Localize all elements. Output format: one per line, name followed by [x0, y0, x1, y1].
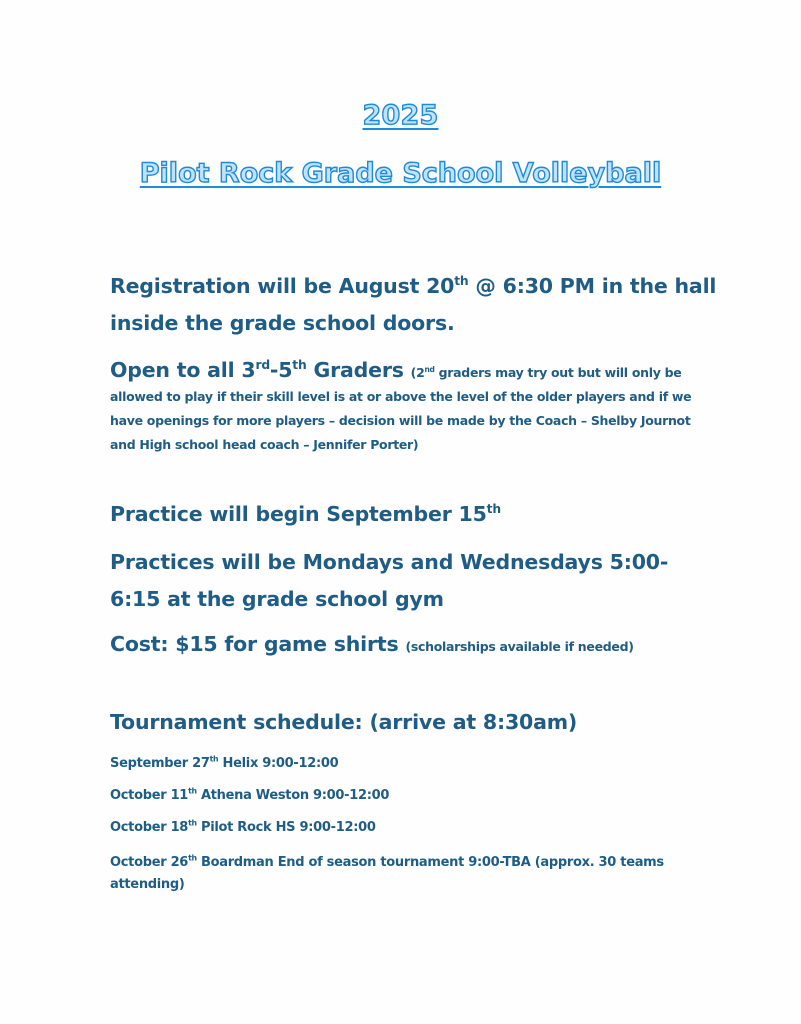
registration-line-2: inside the grade school doors. [110, 311, 455, 335]
eligibility-line-1: Open to all 3rd-5th Graders (2nd graders may try out but will only be [110, 358, 682, 382]
practice-schedule: Practices will be Mondays and Wednesdays 5:00- 6:15 at the grade school gym [110, 550, 669, 611]
tournament-heading: Tournament schedule: (arrive at 8:30am) [110, 710, 578, 734]
eligibility-note: (2nd graders may try out but will only be [410, 364, 682, 380]
registration-info [110, 268, 730, 342]
registration-line-1: Registration will be August 20th @ 6:30 PM in the hall [110, 274, 717, 298]
tournament-item: October 11th Athena Weston 9:00-12:00 [110, 786, 390, 803]
cost-note: (scholarships available if needed) [405, 639, 634, 654]
eligibility-info [110, 352, 730, 457]
tournament-item: October 26th Boardman End of season tournament 9:00-TBA (approx. 30 teams attending) [110, 853, 664, 892]
tournament-item: October 18th Pilot Rock HS 9:00-12:00 [110, 818, 376, 835]
tournament-item: September 27th Helix 9:00-12:00 [110, 754, 339, 771]
flyer-title: Pilot Rock Grade School Volleyball [139, 158, 662, 189]
eligibility-note-lines: allowed to play if their skill level is at or above the level of the older players and if we have openings for more players – decision will be made by the Coach – Shelby Journot and High school head coach – Jennifer Porter) [110, 389, 692, 452]
cost-info: Cost: $15 for game shirts (scholarships available if needed) [110, 632, 634, 656]
practice-start: Practice will begin September 15th [110, 502, 501, 526]
flyer-year: 2025 [362, 100, 439, 131]
